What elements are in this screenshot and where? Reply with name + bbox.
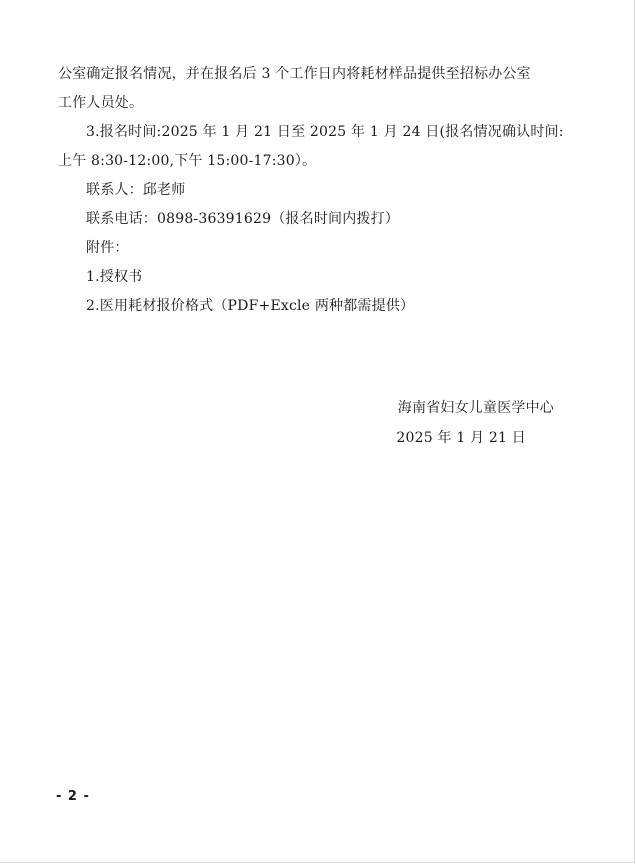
document-body — [58, 64, 564, 325]
attachments-heading: 附件： — [86, 240, 129, 256]
attachment-item-price-format: 2.医用耗材报价格式（PDF+Excle 两种都需提供） — [86, 298, 415, 314]
signature-date: 2025 年 1 月 21 日 — [396, 430, 526, 446]
page-number: - 2 - — [56, 789, 90, 804]
paragraph-line: 公室确定报名情况，并在报名后 3 个工作日内将耗材样品提供至招标办公室 — [58, 66, 531, 82]
attachment-item-authorization: 1.授权书 — [86, 269, 143, 285]
paragraph-line: 工作人员处。 — [58, 95, 144, 111]
registration-hours-line: 上午 8:30-12:00,下午 15:00-17:30）。 — [58, 153, 317, 169]
registration-time-line: 3.报名时间:2025 年 1 月 21 日至 2025 年 1 月 24 日(报名情况确认时间: — [86, 124, 564, 140]
signature-organization: 海南省妇女儿童医学中心 — [397, 400, 554, 416]
contact-phone: 联系电话：0898-36391629（报名时间内拨打） — [86, 211, 400, 227]
contact-person: 联系人：邱老师 — [86, 182, 186, 198]
